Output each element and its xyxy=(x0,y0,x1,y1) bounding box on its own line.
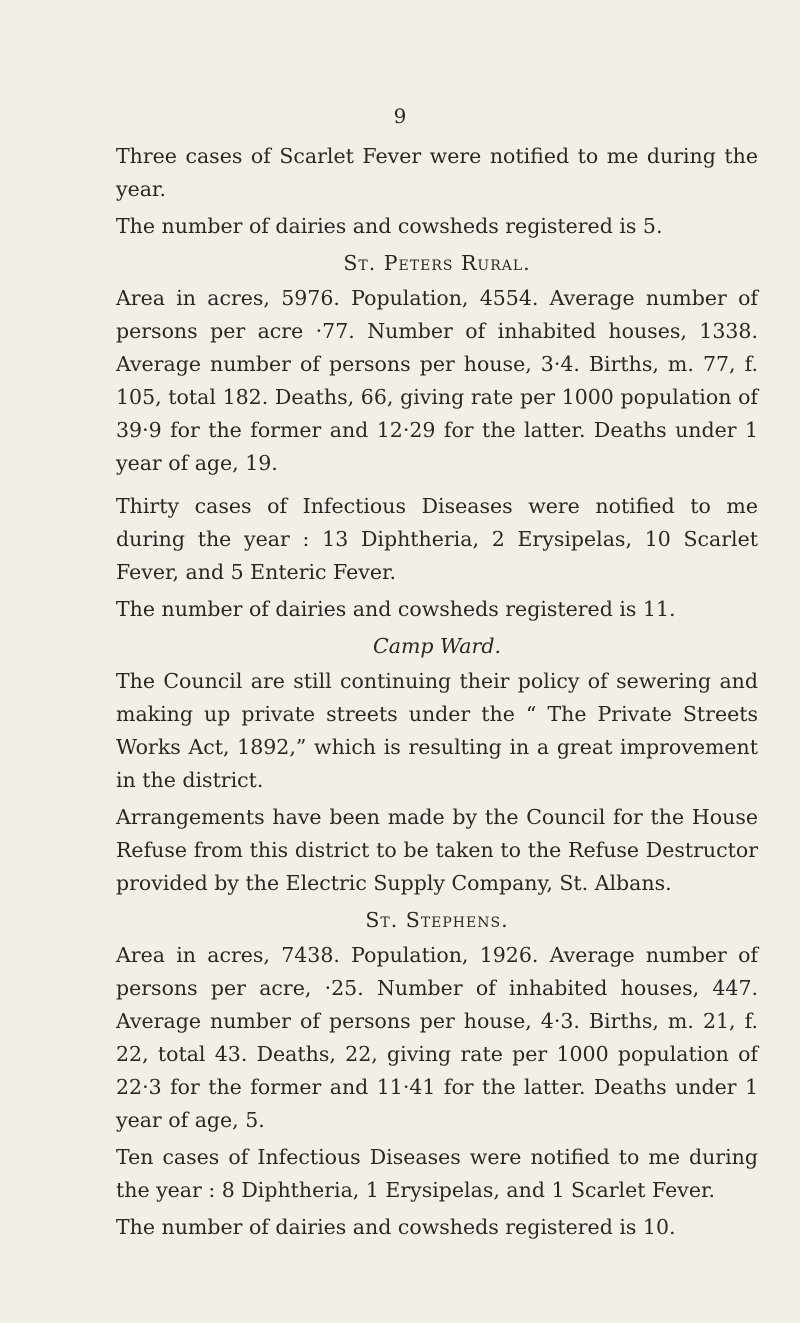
page-number: 9 xyxy=(393,104,407,128)
section-heading-camp-ward: Camp Ward. xyxy=(373,634,501,658)
paragraph: Ten cases of Infectious Diseases were notified to me during the year : 8 Diphtheria, 1 Erysipelas, and 1 Scarlet Fever. xyxy=(116,1145,758,1202)
paragraph: Area in acres, 7438. Population, 1926. Average number of persons per acre, ·25. Number of inhabited houses, 447. Average number of persons per house, 4·3. Births, m. 21, f. 22, total 43. Deaths, 22, giving rate per 1000 population of 22·3 for the former and 11·41 for the latter. Deaths under 1 year of age, 5. xyxy=(116,943,758,1132)
page-content xyxy=(116,140,758,1248)
section-heading-st-peters: St. Peters Rural. xyxy=(343,251,531,275)
paragraph: Arrangements have been made by the Council for the House Refuse from this district to be taken to the Refuse Destructor provided by the Electric Supply Company, St. Albans. xyxy=(116,805,758,895)
paragraph: The Council are still continuing their policy of sewering and making up private streets under the “ The Private Streets Works Act, 1892,” which is resulting in a great improvement in the district. xyxy=(116,669,758,792)
paragraph: Thirty cases of Infectious Diseases were notified to me during the year : 13 Diphtheria, 2 Erysipelas, 10 Scarlet Fever, and 5 Enteric Fever. xyxy=(116,494,758,584)
paragraph: Area in acres, 5976. Population, 4554. Average number of persons per acre ·77. Number of inhabited houses, 1338. Average number of persons per house, 3·4. Births, m. 77, f. 105, total 182. Deaths, 66, giving rate per 1000 population of 39·9 for the former and 12·29 for the latter. Deaths under 1 year of age, 19. xyxy=(116,286,758,475)
paragraph: Three cases of Scarlet Fever were notified to me during the year. xyxy=(116,144,758,201)
paragraph: The number of dairies and cowsheds registered is 5. xyxy=(116,214,663,238)
section-heading-st-stephens: St. Stephens. xyxy=(365,908,509,932)
paragraph: The number of dairies and cowsheds registered is 10. xyxy=(116,1215,676,1239)
paragraph: The number of dairies and cowsheds registered is 11. xyxy=(116,597,676,621)
